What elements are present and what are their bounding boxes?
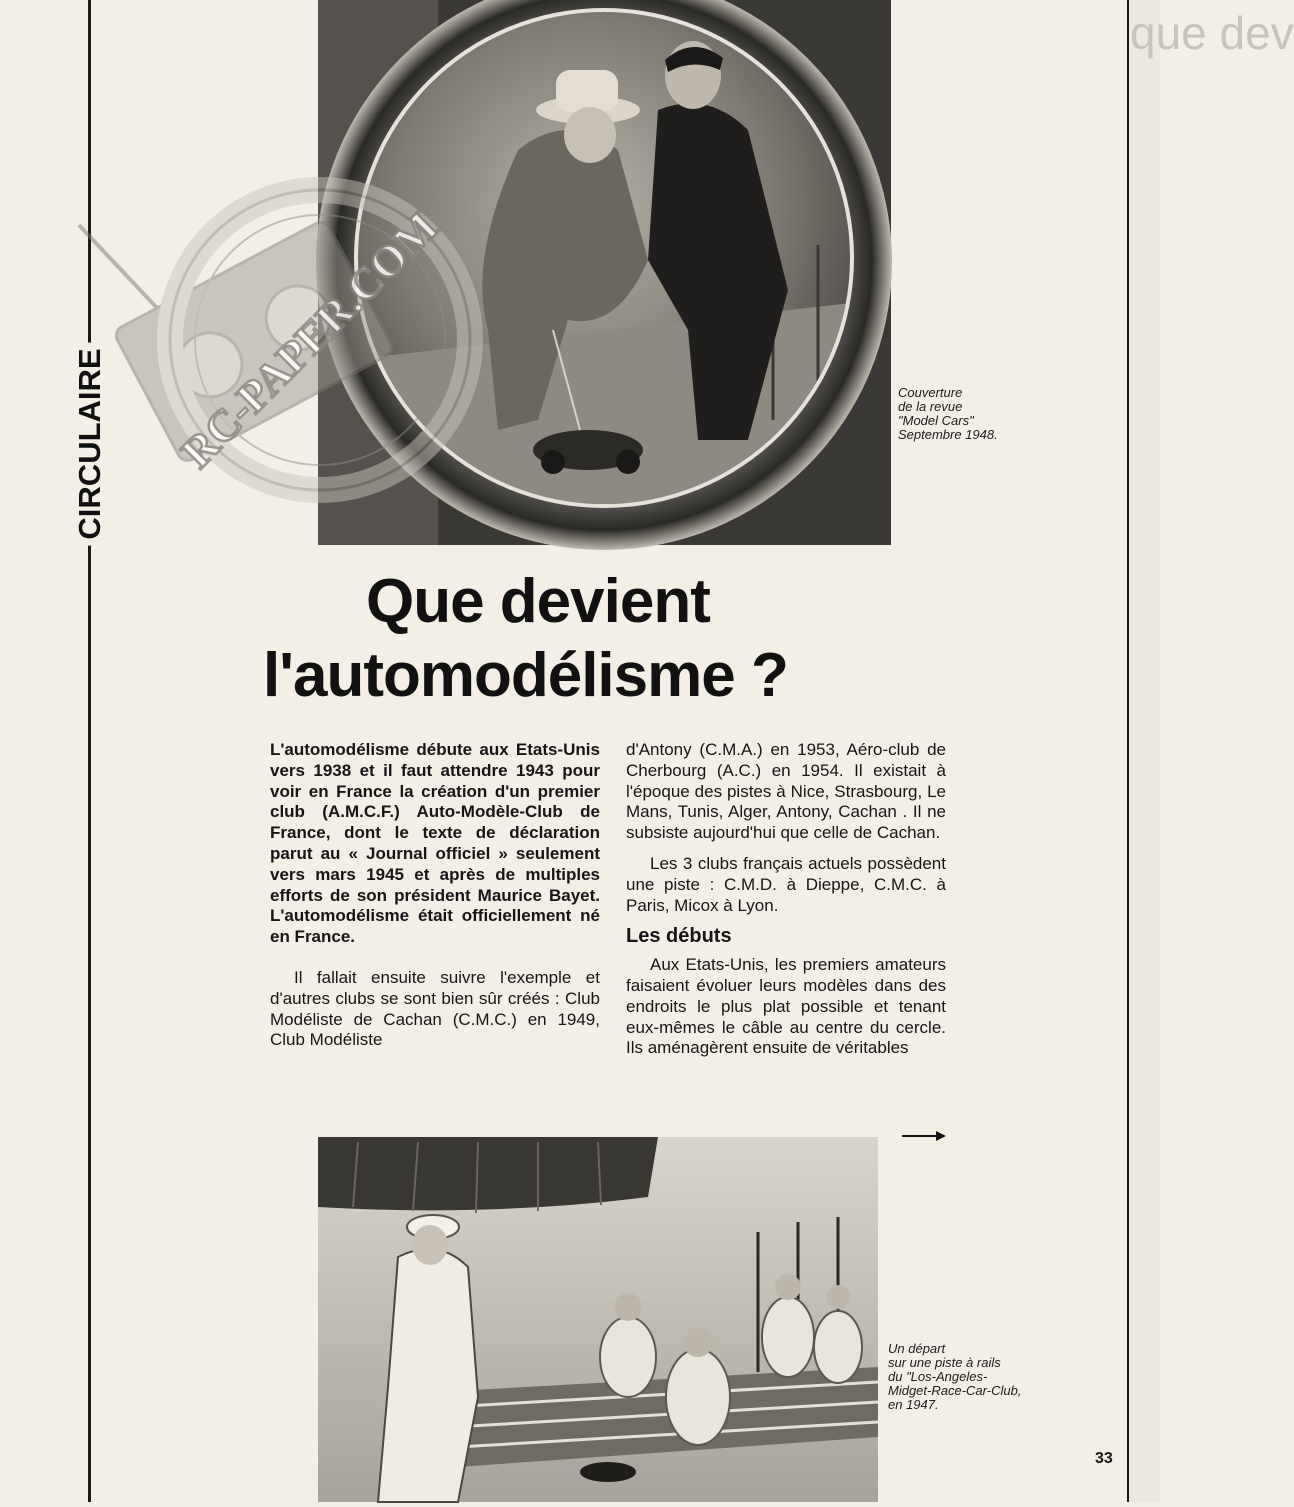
lead-paragraph: L'automodélisme débute aux Etats-Unis vers 1938 et il faut attendre 1943 pour voir en France la création d'un premier club (A.M.C.F.) Auto-Modèle-Club de France, dont le texte de déclaration parut au « Journal officiel » seulement vers mars 1945 et après de multiples efforts de son président Maurice Bayet. L'automodélisme était officiellement né en France. bbox=[270, 740, 600, 947]
caption-line: Midget-Race-Car-Club, bbox=[888, 1383, 1022, 1398]
article-column-1 bbox=[270, 740, 600, 1051]
caption-line: du "Los-Angeles- bbox=[888, 1369, 988, 1384]
cover-photo-caption bbox=[898, 386, 998, 442]
section-subheading: Les débuts bbox=[626, 925, 732, 948]
section-label: CIRCULAIRE bbox=[72, 342, 108, 545]
body-paragraph: Les 3 clubs français actuels possèdent une piste : C.M.D. à Dieppe, C.M.C. à Paris, Micox à Lyon. bbox=[626, 853, 946, 915]
headline-line-1: Que devient bbox=[366, 567, 710, 636]
caption-line: en 1947. bbox=[888, 1397, 939, 1412]
article-column-2 bbox=[626, 740, 946, 1059]
watermark-text: RC-PAPER.COM bbox=[172, 202, 448, 478]
headline-line-2: l'automodélisme ? bbox=[263, 641, 788, 710]
caption-line: Septembre 1948. bbox=[898, 427, 998, 442]
caption-line: de la revue bbox=[898, 399, 963, 414]
page-number: 33 bbox=[1095, 1450, 1113, 1467]
race-start-photo bbox=[318, 1137, 878, 1502]
right-column-rule bbox=[1127, 0, 1129, 1502]
section-label-container bbox=[68, 344, 112, 544]
body-paragraph: d'Antony (C.M.A.) en 1953, Aéro-club de Cherbourg (A.C.) en 1954. Il existait à l'époque des pistes à Nice, Strasbourg, Le Mans, Tunis, Alger, Antony, Cachan . Il ne subsiste aujourd'hui que celle de Cachan. bbox=[626, 740, 946, 843]
body-paragraph: Aux Etats-Unis, les premiers amateurs faisaient évoluer leurs modèles dans des endroits le plus plat possible et tenant eux-mêmes le câble au centre du cercle. Ils aménagèrent ensuite de véritables bbox=[626, 955, 946, 1058]
caption-line: Couverture bbox=[898, 385, 963, 400]
caption-line: "Model Cars" bbox=[898, 413, 974, 428]
watermark-stamp bbox=[80, 90, 520, 510]
continue-arrow-icon bbox=[900, 1127, 948, 1145]
race-photo-caption bbox=[888, 1342, 1021, 1412]
caption-line: Un départ bbox=[888, 1341, 946, 1356]
body-paragraph: Il fallait ensuite suivre l'exemple et d'autres clubs se sont bien sûr créés : Club Modéliste de Cachan (C.M.C.) en 1949, Club Modéliste bbox=[270, 967, 600, 1050]
caption-line: sur une piste à rails bbox=[888, 1355, 1001, 1370]
adjacent-page-title: que dev bbox=[1130, 7, 1294, 59]
